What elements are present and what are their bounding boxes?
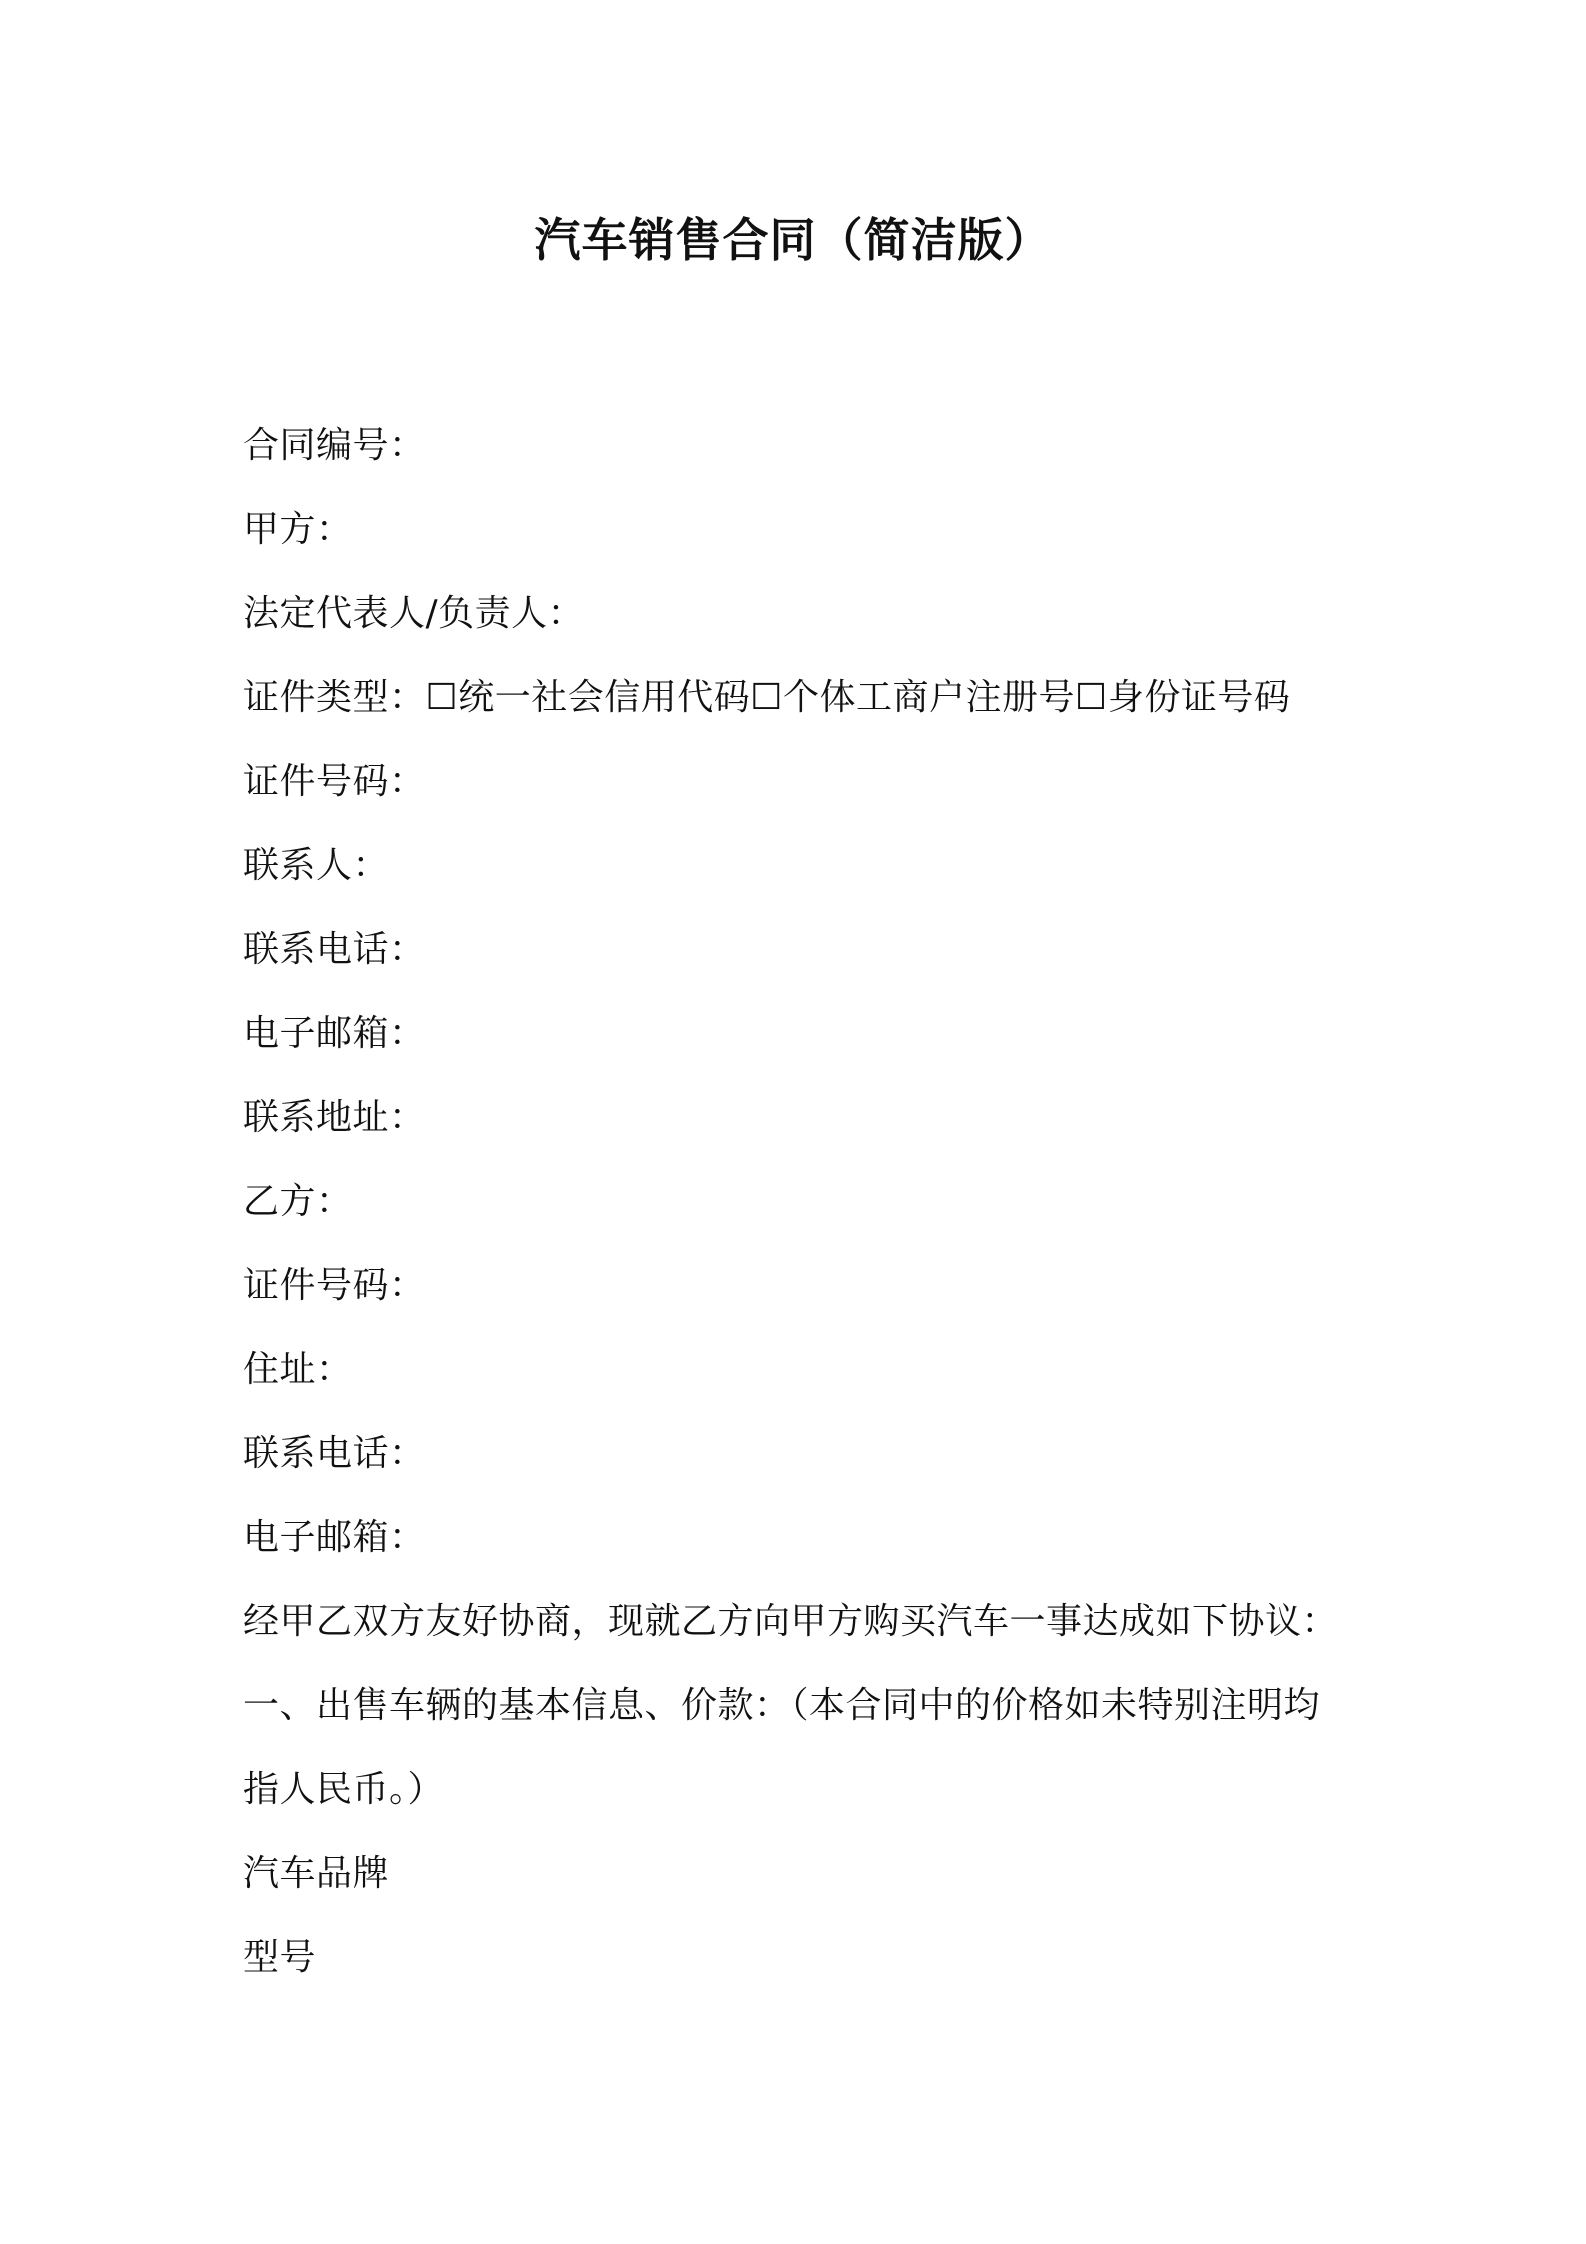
field-legal-representative: 法定代表人/负责人： bbox=[243, 593, 585, 634]
document-title: 汽车销售合同（简洁版） bbox=[534, 213, 1052, 267]
contract-body bbox=[243, 404, 1373, 2000]
field-party-a-phone: 联系电话： bbox=[243, 929, 426, 970]
field-party-a-id-number: 证件号码： bbox=[243, 761, 426, 802]
field-party-b-address: 住址： bbox=[243, 1349, 353, 1390]
clause-1-heading: 一、出售车辆的基本信息、价款：（本合同中的价格如未特别注明均 bbox=[243, 1685, 1321, 1726]
field-contact-person: 联系人： bbox=[243, 845, 390, 886]
field-contract-number: 合同编号： bbox=[243, 425, 426, 466]
agreement-intro: 经甲乙双方友好协商，现就乙方向甲方购买汽车一事达成如下协议： bbox=[243, 1601, 1339, 1642]
field-id-type: 证件类型：☐统一社会信用代码☐个体工商户注册号☐身份证号码 bbox=[243, 677, 1291, 718]
field-party-b-id-number: 证件号码： bbox=[243, 1265, 426, 1306]
field-party-b: 乙方： bbox=[243, 1181, 353, 1222]
field-party-a: 甲方： bbox=[243, 509, 353, 550]
clause-1-heading-continued: 指人民币。） bbox=[243, 1769, 445, 1810]
field-car-brand: 汽车品牌 bbox=[243, 1853, 390, 1894]
field-car-model: 型号 bbox=[243, 1937, 317, 1978]
field-party-b-email: 电子邮箱： bbox=[243, 1517, 426, 1558]
field-party-a-email: 电子邮箱： bbox=[243, 1013, 426, 1054]
field-party-b-phone: 联系电话： bbox=[243, 1433, 426, 1474]
field-contact-address: 联系地址： bbox=[243, 1097, 426, 1138]
